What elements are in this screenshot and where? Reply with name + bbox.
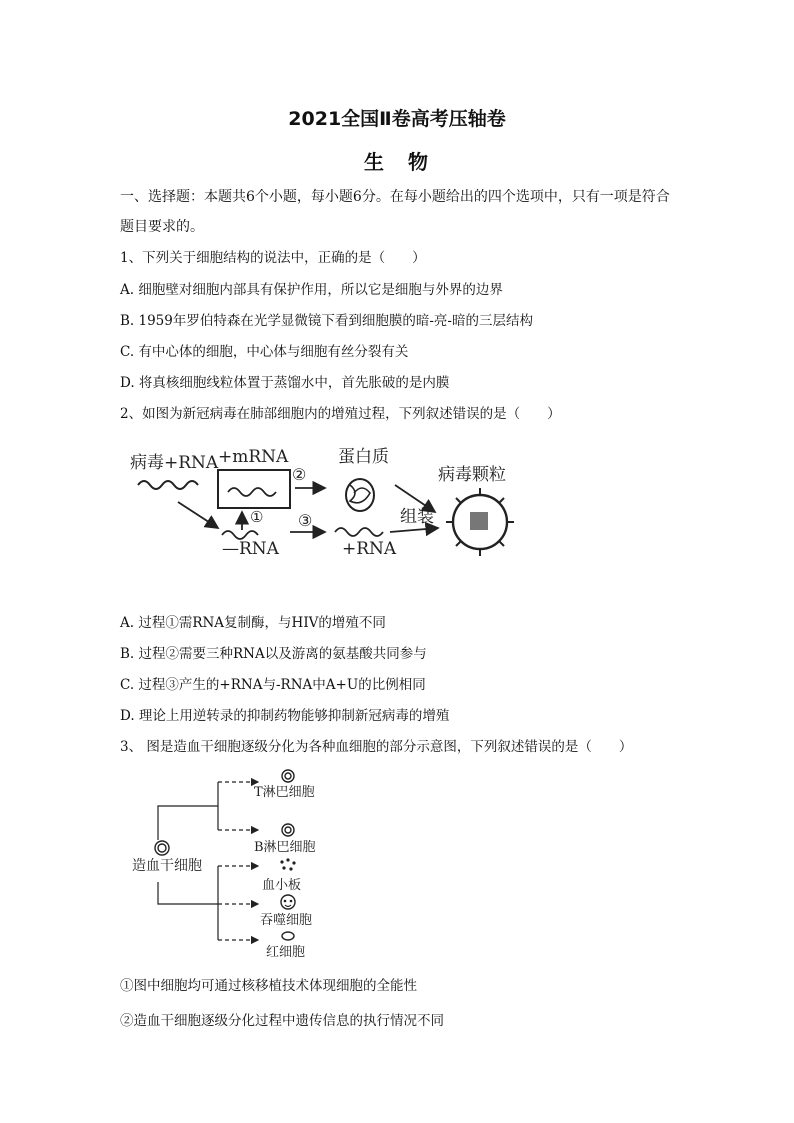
paper-title: 2021全国Ⅱ卷高考压轴卷: [288, 108, 506, 130]
label-step1: ①: [250, 508, 264, 526]
label-mrna: +mRNA: [218, 447, 289, 467]
virus-replication-diagram: [120, 440, 540, 570]
q2-option-b: B. 过程②需要三种RNA以及游离的氨基酸共同参与: [120, 646, 427, 662]
q1-option-b: B. 1959年罗伯特森在光学显微镜下看到细胞膜的暗-亮-暗的三层结构: [120, 313, 533, 329]
q2-option-a: A. 过程①需RNA复制酶，与HIV的增殖不同: [120, 615, 386, 631]
q2-stem: 2、如图为新冠病毒在肺部细胞内的增殖过程，下列叙述错误的是（ ）: [120, 406, 561, 422]
q1-option-c: C. 有中心体的细胞，中心体与细胞有丝分裂有关: [120, 344, 409, 360]
arrow-assemble: [390, 528, 438, 532]
label-protein: 蛋白质: [338, 447, 389, 467]
label-particle: 病毒颗粒: [438, 465, 506, 485]
section-intro: 一、选择题：本题共6个小题，每小题6分。在每小题给出的四个选项中，只有一项是符合题目要求的。: [120, 189, 670, 235]
q1-stem: 1、下列关于细胞结构的说法中，正确的是（ ）: [120, 250, 426, 266]
label-platelet: 血小板: [262, 878, 302, 893]
q2-option-c: C. 过程③产生的+RNA与-RNA中A+U的比例相同: [120, 677, 426, 693]
label-assemble: 组装: [400, 507, 434, 527]
label-rbc: 红细胞: [266, 945, 306, 960]
label-neg-rna: —RNA: [222, 539, 279, 559]
subject-title: 生 物: [364, 150, 430, 174]
virus-particle-icon: [446, 488, 514, 556]
q3-statement-2: ②造血干细胞逐级分化过程中遗传信息的执行情况不同: [120, 1013, 444, 1029]
q3-stem: 3、 图是造血干细胞逐级分化为各种血细胞的部分示意图，下列叙述错误的是（ ）: [120, 739, 633, 755]
label-step3: ③: [298, 511, 313, 530]
label-pos-rna: +RNA: [342, 539, 397, 559]
label-b-cell: B淋巴细胞: [254, 840, 316, 855]
hematopoiesis-diagram: [128, 764, 348, 964]
label-virus-rna: 病毒+RNA: [130, 453, 219, 473]
q1-option-d: D. 将真核细胞线粒体置于蒸馏水中，首先胀破的是内膜: [120, 375, 450, 391]
q2-option-d: D. 理论上用逆转录的抑制药物能够抑制新冠病毒的增殖: [120, 708, 450, 724]
neg-rna-wave: [222, 531, 258, 539]
mrna-wave: [228, 488, 276, 496]
protein-icon: [346, 479, 374, 511]
pos-rna-wave: [335, 528, 383, 536]
arrow-to-neg-rna: [178, 502, 218, 528]
label-phagocyte: 吞噬细胞: [260, 913, 313, 928]
q3-statement-1: ①图中细胞均可通过核移植技术体现细胞的全能性: [120, 978, 417, 994]
virus-rna-wave: [138, 481, 198, 489]
q1-option-a: A. 细胞壁对细胞内部具有保护作用，所以它是细胞与外界的边界: [120, 282, 503, 298]
label-t-cell: T淋巴细胞: [254, 785, 315, 800]
label-step2: ②: [292, 465, 307, 484]
label-stem-cell: 造血干细胞: [132, 858, 202, 874]
